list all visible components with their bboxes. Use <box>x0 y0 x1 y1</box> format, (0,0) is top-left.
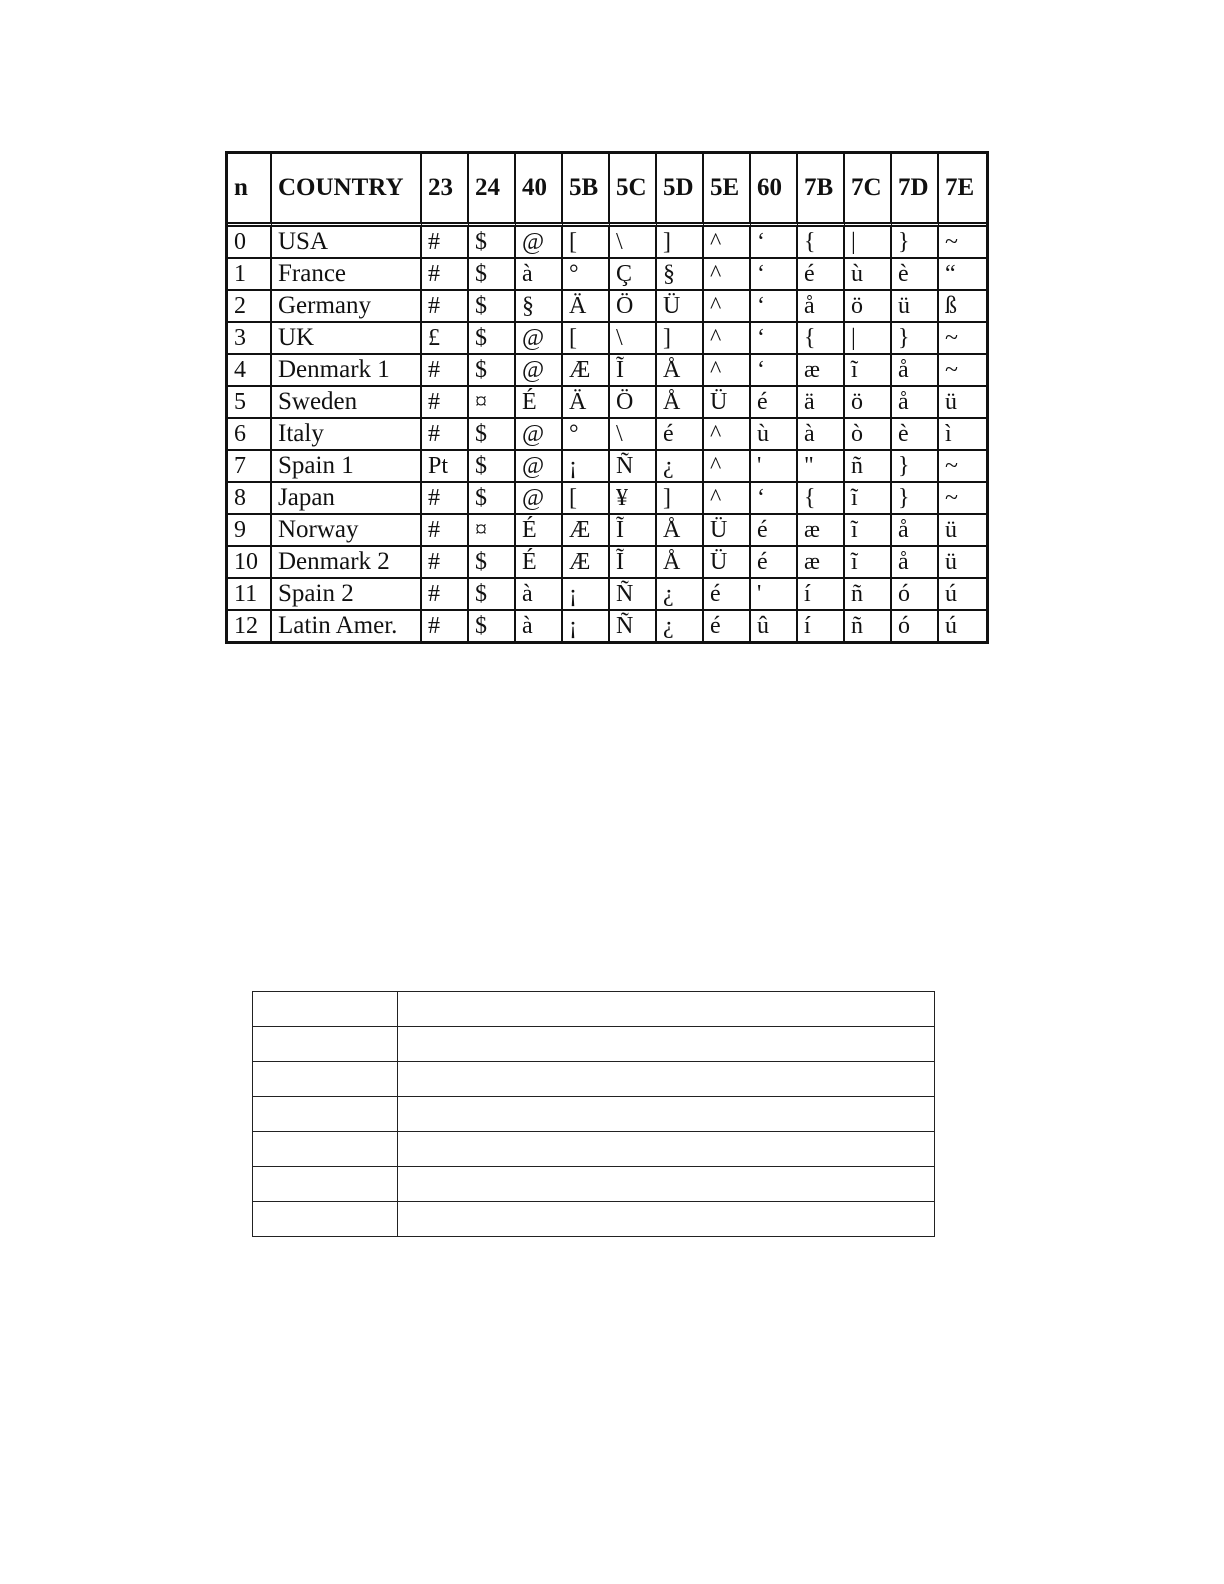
table-row <box>228 611 986 641</box>
char-cell: ] <box>657 483 704 515</box>
empty-cell <box>398 992 935 1027</box>
char-cell: “ <box>939 259 986 291</box>
header-code-7c: 7C <box>845 154 892 227</box>
char-cell: Ü <box>704 547 751 579</box>
char-cell: Ü <box>657 291 704 323</box>
header-code-23: 23 <box>422 154 469 227</box>
char-cell: ù <box>845 259 892 291</box>
char-cell: ¡ <box>563 611 610 641</box>
char-cell: } <box>892 227 939 259</box>
char-cell: ‘ <box>751 259 798 291</box>
char-cell: @ <box>516 227 563 259</box>
header-code-40: 40 <box>516 154 563 227</box>
char-cell: ‘ <box>751 483 798 515</box>
header-country: COUNTRY <box>272 154 422 227</box>
table-row <box>253 1062 935 1097</box>
char-cell: @ <box>516 451 563 483</box>
empty-cell <box>253 1202 398 1237</box>
char-cell: § <box>657 259 704 291</box>
header-code-7e: 7E <box>939 154 986 227</box>
country-cell: France <box>272 259 422 291</box>
char-cell: ü <box>892 291 939 323</box>
char-cell: à <box>798 419 845 451</box>
char-cell: ñ <box>845 579 892 611</box>
char-cell: £ <box>422 323 469 355</box>
char-cell: é <box>751 547 798 579</box>
char-cell: ‘ <box>751 323 798 355</box>
char-cell: § <box>516 291 563 323</box>
char-cell: É <box>516 547 563 579</box>
char-cell: # <box>422 579 469 611</box>
char-cell: # <box>422 515 469 547</box>
empty-table <box>252 991 935 1237</box>
table-row <box>228 579 986 611</box>
empty-cell <box>253 1132 398 1167</box>
char-cell: ö <box>845 291 892 323</box>
char-cell: ¿ <box>657 611 704 641</box>
char-cell: ~ <box>939 323 986 355</box>
table-row <box>228 547 986 579</box>
table-row <box>228 355 986 387</box>
char-cell: à <box>516 611 563 641</box>
header-code-24: 24 <box>469 154 516 227</box>
char-cell: ¥ <box>610 483 657 515</box>
char-cell: ~ <box>939 483 986 515</box>
table-row <box>228 483 986 515</box>
char-cell: ^ <box>704 227 751 259</box>
row-index-cell: 9 <box>228 515 272 547</box>
table-row <box>253 1027 935 1062</box>
char-cell: ĩ <box>845 515 892 547</box>
header-code-7b: 7B <box>798 154 845 227</box>
empty-cell <box>398 1062 935 1097</box>
country-cell: Spain 1 <box>272 451 422 483</box>
char-cell: ¡ <box>563 579 610 611</box>
char-cell: Pt <box>422 451 469 483</box>
table-row <box>253 1202 935 1237</box>
char-cell: } <box>892 483 939 515</box>
char-cell: Æ <box>563 515 610 547</box>
char-cell: $ <box>469 291 516 323</box>
char-cell: É <box>516 515 563 547</box>
country-cell: Italy <box>272 419 422 451</box>
char-cell: ° <box>563 419 610 451</box>
table-row <box>253 1097 935 1132</box>
char-cell: å <box>892 515 939 547</box>
char-cell: Ü <box>704 387 751 419</box>
char-cell: Ç <box>610 259 657 291</box>
country-cell: UK <box>272 323 422 355</box>
char-cell: @ <box>516 323 563 355</box>
char-cell: { <box>798 323 845 355</box>
country-cell: Latin Amer. <box>272 611 422 641</box>
char-cell: Ü <box>704 515 751 547</box>
char-cell: æ <box>798 515 845 547</box>
char-cell: û <box>751 611 798 641</box>
char-cell: Ĩ <box>610 515 657 547</box>
char-cell: } <box>892 451 939 483</box>
char-cell: @ <box>516 419 563 451</box>
row-index-cell: 3 <box>228 323 272 355</box>
row-index-cell: 8 <box>228 483 272 515</box>
char-cell: ‘ <box>751 355 798 387</box>
char-cell: Å <box>657 515 704 547</box>
char-cell: í <box>798 611 845 641</box>
char-cell: é <box>704 611 751 641</box>
char-cell: ~ <box>939 227 986 259</box>
char-cell: ‘ <box>751 291 798 323</box>
table-row <box>228 515 986 547</box>
char-cell: ¤ <box>469 387 516 419</box>
char-cell: @ <box>516 483 563 515</box>
char-cell: ú <box>939 579 986 611</box>
table-row <box>253 1167 935 1202</box>
international-charset-table <box>225 151 989 644</box>
char-cell: é <box>751 515 798 547</box>
char-cell: æ <box>798 355 845 387</box>
header-code-5e: 5E <box>704 154 751 227</box>
char-cell: Ñ <box>610 579 657 611</box>
char-cell: ä <box>798 387 845 419</box>
char-cell: í <box>798 579 845 611</box>
row-index-cell: 4 <box>228 355 272 387</box>
row-index-cell: 1 <box>228 259 272 291</box>
empty-table-body <box>253 992 935 1237</box>
row-index-cell: 0 <box>228 227 272 259</box>
table-row <box>253 1132 935 1167</box>
empty-cell <box>398 1027 935 1062</box>
row-index-cell: 6 <box>228 419 272 451</box>
char-cell: ¡ <box>563 451 610 483</box>
char-cell: $ <box>469 419 516 451</box>
char-cell: { <box>798 227 845 259</box>
char-cell: \ <box>610 419 657 451</box>
char-cell: ^ <box>704 419 751 451</box>
char-cell: | <box>845 323 892 355</box>
char-cell: \ <box>610 227 657 259</box>
header-n: n <box>228 154 272 227</box>
char-cell: [ <box>563 483 610 515</box>
char-cell: å <box>798 291 845 323</box>
char-cell: å <box>892 355 939 387</box>
char-cell: # <box>422 419 469 451</box>
char-cell: è <box>892 259 939 291</box>
empty-cell <box>253 1027 398 1062</box>
char-cell: $ <box>469 355 516 387</box>
char-cell: æ <box>798 547 845 579</box>
char-cell: ó <box>892 611 939 641</box>
header-code-7d: 7D <box>892 154 939 227</box>
row-index-cell: 12 <box>228 611 272 641</box>
header-code-5d: 5D <box>657 154 704 227</box>
char-cell: # <box>422 547 469 579</box>
country-cell: Japan <box>272 483 422 515</box>
char-cell: $ <box>469 259 516 291</box>
char-cell: å <box>892 547 939 579</box>
char-cell: Å <box>657 387 704 419</box>
char-cell: $ <box>469 483 516 515</box>
country-cell: Denmark 1 <box>272 355 422 387</box>
empty-cell <box>253 992 398 1027</box>
row-index-cell: 11 <box>228 579 272 611</box>
empty-cell <box>398 1167 935 1202</box>
char-cell: ó <box>892 579 939 611</box>
char-cell: ~ <box>939 451 986 483</box>
char-cell: Ö <box>610 387 657 419</box>
char-cell: ^ <box>704 259 751 291</box>
char-cell: ö <box>845 387 892 419</box>
char-cell: ] <box>657 227 704 259</box>
char-cell: $ <box>469 611 516 641</box>
char-cell: # <box>422 483 469 515</box>
country-cell: Denmark 2 <box>272 547 422 579</box>
table-row <box>228 451 986 483</box>
table-row <box>228 419 986 451</box>
char-cell: ì <box>939 419 986 451</box>
char-cell: à <box>516 579 563 611</box>
char-cell: ~ <box>939 355 986 387</box>
char-cell: ĩ <box>845 547 892 579</box>
char-cell: } <box>892 323 939 355</box>
char-cell: ü <box>939 387 986 419</box>
char-cell: ' <box>751 451 798 483</box>
empty-cell <box>253 1062 398 1097</box>
char-cell: ^ <box>704 323 751 355</box>
table-row <box>228 227 986 259</box>
char-cell: ^ <box>704 451 751 483</box>
empty-cell <box>253 1097 398 1132</box>
country-cell: Spain 2 <box>272 579 422 611</box>
country-cell: USA <box>272 227 422 259</box>
char-cell: é <box>704 579 751 611</box>
char-cell: # <box>422 291 469 323</box>
table-header-row <box>228 154 986 227</box>
char-cell: @ <box>516 355 563 387</box>
char-cell: ñ <box>845 611 892 641</box>
header-code-5b: 5B <box>563 154 610 227</box>
char-cell: Å <box>657 547 704 579</box>
char-cell: # <box>422 387 469 419</box>
char-cell: ü <box>939 547 986 579</box>
char-cell: é <box>657 419 704 451</box>
char-cell: é <box>798 259 845 291</box>
header-code-5c: 5C <box>610 154 657 227</box>
char-cell: è <box>892 419 939 451</box>
char-cell: Ĩ <box>610 547 657 579</box>
char-cell: $ <box>469 547 516 579</box>
char-cell: ñ <box>845 451 892 483</box>
char-cell: ‘ <box>751 227 798 259</box>
char-cell: $ <box>469 323 516 355</box>
table-row <box>228 387 986 419</box>
char-cell: ] <box>657 323 704 355</box>
char-cell: $ <box>469 579 516 611</box>
char-cell: ü <box>939 515 986 547</box>
char-cell: Ĩ <box>610 355 657 387</box>
row-index-cell: 5 <box>228 387 272 419</box>
char-cell: ĩ <box>845 355 892 387</box>
empty-cell <box>398 1097 935 1132</box>
char-cell: " <box>798 451 845 483</box>
table-row <box>228 291 986 323</box>
table-row <box>228 323 986 355</box>
table-row <box>253 992 935 1027</box>
char-cell: Æ <box>563 547 610 579</box>
char-cell: ' <box>751 579 798 611</box>
empty-cell <box>253 1167 398 1202</box>
row-index-cell: 7 <box>228 451 272 483</box>
char-cell: Ä <box>563 291 610 323</box>
char-cell: $ <box>469 227 516 259</box>
row-index-cell: 2 <box>228 291 272 323</box>
char-cell: ò <box>845 419 892 451</box>
row-index-cell: 10 <box>228 547 272 579</box>
char-cell: Æ <box>563 355 610 387</box>
char-cell: [ <box>563 227 610 259</box>
char-cell: Å <box>657 355 704 387</box>
char-cell: # <box>422 355 469 387</box>
char-cell: | <box>845 227 892 259</box>
char-cell: ^ <box>704 355 751 387</box>
char-cell: ú <box>945 612 957 639</box>
char-cell: Ä <box>563 387 610 419</box>
char-cell: Ñ <box>610 611 657 641</box>
char-cell: å <box>892 387 939 419</box>
char-cell: # <box>422 227 469 259</box>
header-code-60: 60 <box>751 154 798 227</box>
char-cell: ¤ <box>469 515 516 547</box>
char-cell: [ <box>563 323 610 355</box>
char-cell: ¿ <box>657 579 704 611</box>
char-cell: ^ <box>704 483 751 515</box>
char-cell: É <box>516 387 563 419</box>
empty-cell <box>398 1132 935 1167</box>
char-cell: # <box>422 611 469 641</box>
char-cell: Ñ <box>610 451 657 483</box>
empty-cell <box>398 1202 935 1237</box>
char-cell: ĩ <box>845 483 892 515</box>
char-cell: # <box>422 259 469 291</box>
char-cell: Ö <box>610 291 657 323</box>
char-cell: é <box>751 387 798 419</box>
char-cell: ù <box>751 419 798 451</box>
char-cell: ¿ <box>657 451 704 483</box>
char-cell: { <box>798 483 845 515</box>
table-row <box>228 259 986 291</box>
table-body <box>228 227 986 641</box>
char-cell: ° <box>563 259 610 291</box>
char-cell: $ <box>469 451 516 483</box>
char-cell: \ <box>610 323 657 355</box>
country-cell: Norway <box>272 515 422 547</box>
char-cell: à <box>516 259 563 291</box>
country-cell: Germany <box>272 291 422 323</box>
country-cell: Sweden <box>272 387 422 419</box>
char-cell: ^ <box>704 291 751 323</box>
char-cell: ß <box>939 291 986 323</box>
